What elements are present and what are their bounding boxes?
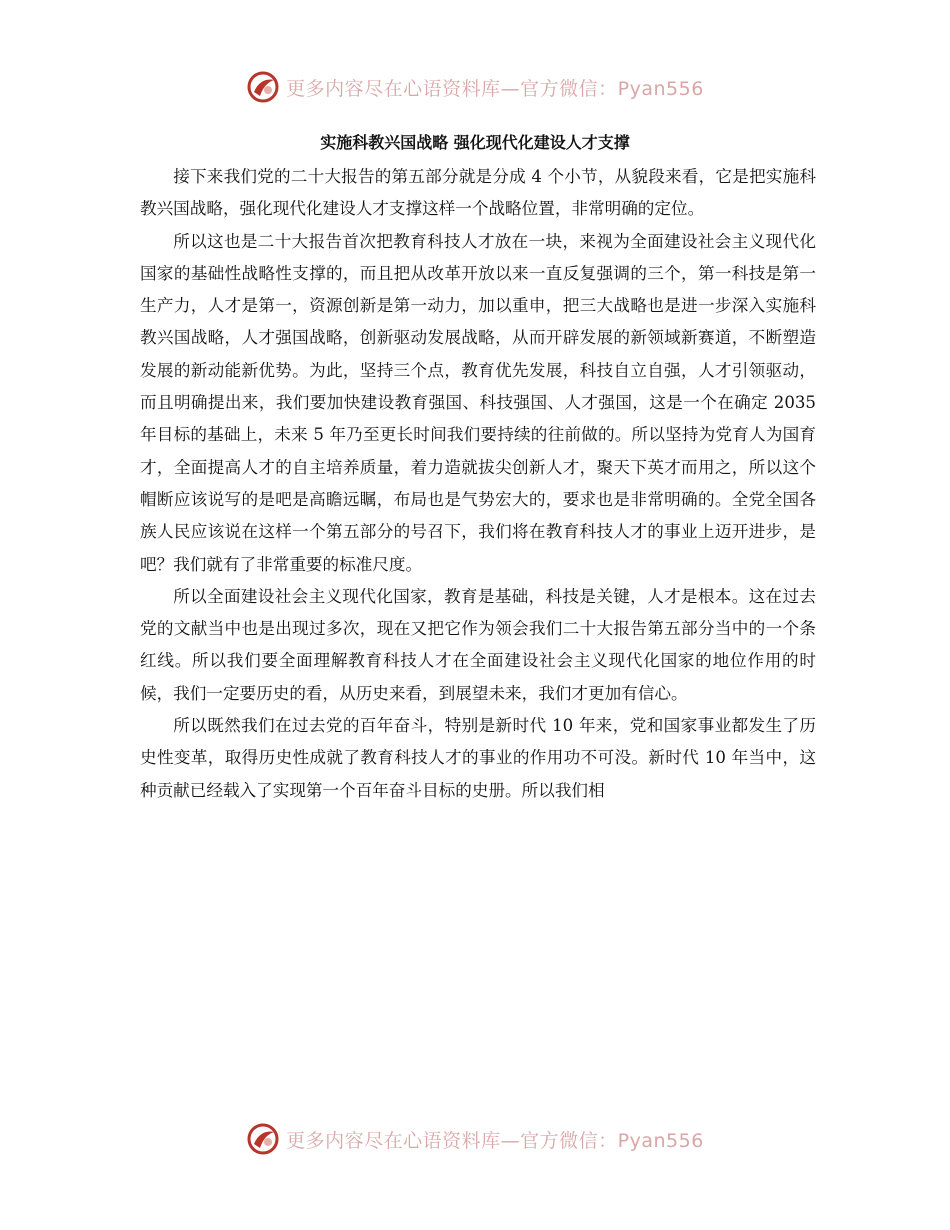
paragraph-3: 所以全面建设社会主义现代化国家，教育是基础，科技是关键，人才是根本。这在过去党的文献当中也是出现过多次，现在又把它作为领会我们二十大报告第五部分当中的一个条红线。所以我们要全面理解教育科技人才在全面建设社会主义现代化国家的地位作用的时候，我们一定要历史的看，从历史来看，到展望未来，我们才更加有信心。 bbox=[140, 586, 816, 703]
footer-banner bbox=[0, 1122, 950, 1156]
seal-logo-icon bbox=[246, 70, 280, 104]
document-body bbox=[140, 161, 816, 807]
header-banner-text: 更多内容尽在心语资料库—官方微信：Pyan556 bbox=[286, 77, 704, 100]
document-title: 实施科教兴国战略 强化现代化建设人才支撑 bbox=[320, 133, 630, 152]
seal-logo-icon bbox=[246, 1122, 280, 1156]
footer-banner-text: 更多内容尽在心语资料库—官方微信：Pyan556 bbox=[286, 1129, 704, 1152]
paragraph-1: 接下来我们党的二十大报告的第五部分就是分成 4 个小节，从貌段来看，它是把实施科教兴国战略，强化现代化建设人才支撑这样一个战略位置，非常明确的定位。 bbox=[140, 167, 816, 219]
paragraph-4: 所以既然我们在过去党的百年奋斗，特别是新时代 10 年来，党和国家事业都发生了历史性变革，取得历史性成就了教育科技人才的事业的作用功不可没。新时代 10 年当中，这种贡献已经载入了实现第一个百年奋斗目标的史册。所以我们相 bbox=[140, 716, 816, 800]
paragraph-2: 所以这也是二十大报告首次把教育科技人才放在一块，来视为全面建设社会主义现代化国家的基础性战略性支撑的，而且把从改革开放以来一直反复强调的三个，第一科技是第一生产力，人才是第一，资源创新是第一动力，加以重申，把三大战略也是进一步深入实施科教兴国战略，人才强国战略，创新驱动发展战略，从而开辟发展的新领域新赛道，不断塑造发展的新动能新优势。为此，坚持三个点，教育优先发展，科技自立自强，人才引领驱动，而且明确提出来，我们要加快建设教育强国、科技强国、人才强国，这是一个在确定 2035 年目标的基础上，未来 5 年乃至更长时间我们要持续的往前做的。所以坚持为党育人为国育才，全面提高人才的自主培养质量，着力造就拔尖创新人才，聚天下英才而用之，所以这个帽断应该说写的是吧是高瞻远瞩，布局也是气势宏大的，要求也是非常明确的。全党全国各族人民应该说在这样一个第五部分的号召下，我们将在教育科技人才的事业上迈开进步，是吧？我们就有了非常重要的标准尺度。 bbox=[140, 231, 816, 574]
header-banner bbox=[0, 70, 950, 104]
